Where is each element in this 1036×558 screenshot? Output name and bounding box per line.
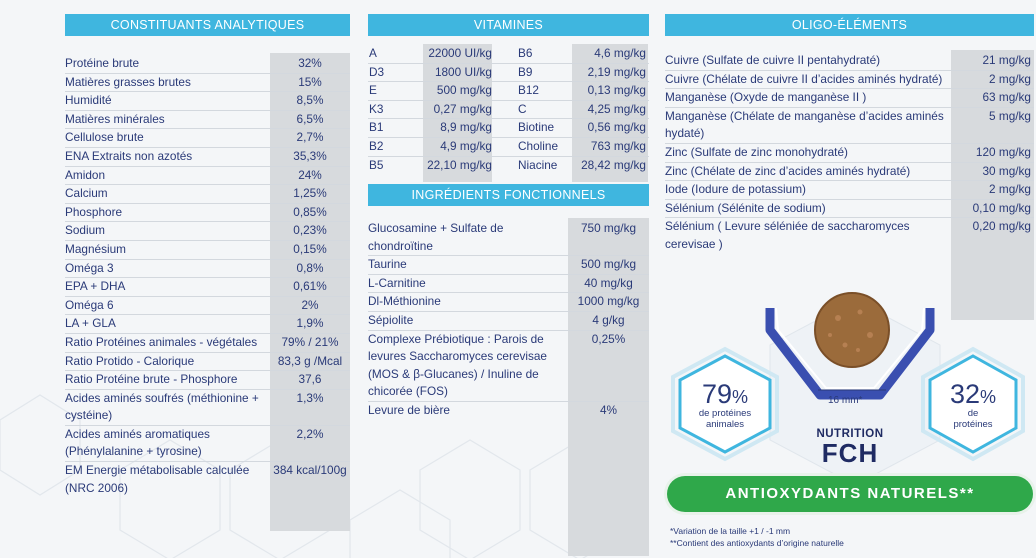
vitamin-name: B12 — [518, 83, 539, 98]
row-value: 0,85% — [293, 204, 327, 219]
row-label: Taurine — [368, 257, 407, 272]
table-row — [65, 148, 350, 167]
constituants-panel — [65, 14, 350, 495]
left-badge-line2: animales — [705, 419, 745, 430]
vitamin-name: B6 — [518, 46, 533, 60]
right-badge-unit: % — [980, 387, 997, 407]
row-value: 0,25% — [591, 331, 626, 346]
row-value: 0,10 mg/kg — [972, 200, 1031, 215]
row-label: Sodium — [65, 223, 105, 238]
vitamines-table — [368, 45, 649, 174]
row-label: Cellulose brute — [65, 130, 144, 145]
vitamin-value: 8,9 mg/kg — [440, 120, 492, 135]
row-value: 79% / 21% — [281, 334, 339, 349]
row-value: 2,7% — [296, 130, 324, 145]
oligo-panel — [665, 14, 1034, 251]
row-value: 1000 mg/kg — [577, 294, 640, 309]
row-value: 24% — [298, 167, 322, 182]
row-value: 2 mg/kg — [989, 71, 1031, 86]
row-label: Humidité — [65, 93, 112, 108]
vitamin-name: D3 — [369, 64, 385, 79]
row-label: Calcium — [65, 186, 108, 201]
row-value: 37,6 — [298, 372, 322, 387]
row-label: Matières grasses brutes — [65, 74, 191, 89]
table-row — [65, 111, 350, 130]
row-label: Manganèse (Oxyde de manganèse II ) — [665, 90, 867, 105]
vitamin-value: 22,10 mg/kg — [427, 157, 492, 172]
row-label: Magnésium — [65, 241, 126, 256]
vitamines-header: VITAMINES — [368, 14, 649, 36]
row-value: 0,23% — [293, 223, 327, 238]
constituants-header: CONSTITUANTS ANALYTIQUES — [65, 14, 350, 36]
table-row — [368, 45, 649, 64]
row-value: 1,3% — [296, 390, 324, 405]
table-row — [65, 371, 350, 390]
table-row — [665, 89, 1034, 108]
table-row — [368, 293, 649, 312]
vitamin-value: 28,42 mg/kg — [581, 157, 646, 172]
table-row — [65, 129, 350, 148]
row-label: Cuivre (Sulfate de cuivre II pentahydraté) — [665, 53, 881, 67]
right-badge-line1: de — [967, 408, 979, 419]
vitamin-name: A — [369, 46, 377, 60]
table-row — [665, 144, 1034, 163]
table-row — [368, 101, 649, 120]
row-value: 5 mg/kg — [989, 108, 1031, 123]
oligo-table — [665, 52, 1034, 254]
table-row — [368, 157, 649, 175]
vitamin-value: 763 mg/kg — [590, 138, 646, 153]
brand-logo: FCH — [821, 438, 879, 468]
row-value: 2% — [301, 297, 319, 312]
row-label: Zinc (Sulfate de zinc monohydraté) — [665, 144, 848, 159]
table-row — [65, 353, 350, 372]
row-label: Glucosamine + Sulfate de chondroïtine — [368, 221, 504, 253]
constituants-table — [65, 55, 350, 497]
row-value: 30 mg/kg — [982, 163, 1031, 178]
vitamin-value: 4,6 mg/kg — [594, 46, 646, 60]
row-value: 40 mg/kg — [584, 275, 633, 290]
ingredients-table — [368, 220, 649, 420]
table-row — [665, 71, 1034, 90]
vitamin-name: Choline — [518, 138, 559, 153]
row-value: 32% — [298, 56, 322, 70]
table-row — [368, 220, 649, 256]
row-label: Iode (Iodure de potassium) — [665, 182, 806, 197]
table-row — [65, 222, 350, 241]
table-row — [65, 462, 350, 497]
row-value: 0,15% — [293, 241, 327, 256]
row-label: Acides aminés soufrés (méthionine + cystéine) — [65, 390, 259, 423]
left-badge-unit: % — [732, 387, 749, 407]
row-label: Ratio Protéine brute - Phosphore — [65, 372, 238, 387]
row-label: Sépiolite — [368, 312, 414, 327]
table-row — [368, 64, 649, 83]
table-row — [368, 256, 649, 275]
vitamin-name: E — [369, 83, 377, 98]
table-row — [65, 390, 350, 426]
table-row — [65, 315, 350, 334]
row-value: 15% — [298, 74, 322, 89]
vitamin-value: 2,19 mg/kg — [587, 64, 646, 79]
row-label: Amidon — [65, 167, 105, 182]
row-label: Complexe Prébiotique : Parois de levures Saccharomyces cerevisae (MOS & β-Glucanes) / Inuline de chicorée (FOS) — [368, 331, 547, 399]
row-label: Phosphore — [65, 204, 123, 219]
left-badge-percent: 79 — [701, 379, 733, 409]
vitamin-value: 0,27 mg/kg — [433, 101, 492, 116]
table-row — [665, 52, 1034, 71]
row-label: Oméga 6 — [65, 297, 114, 312]
left-badge-line1: de protéines — [698, 408, 752, 419]
row-value: 21 mg/kg — [982, 53, 1031, 67]
row-label: EM Energie métabolisable calculée (NRC 2006) — [65, 463, 250, 495]
row-value: 8,5% — [296, 93, 324, 108]
row-label: LA + GLA — [65, 316, 116, 331]
row-label: Sélénium (Sélénite de sodium) — [665, 200, 826, 215]
row-value: 1,9% — [296, 316, 324, 331]
antioxydants-banner: ANTIOXYDANTS NATURELS** — [667, 476, 1033, 512]
table-row — [368, 275, 649, 294]
vitamin-value: 1800 UI/kg — [434, 64, 492, 79]
row-label: Cuivre (Chélate de cuivre II d’acides aminés hydraté) — [665, 71, 943, 86]
row-value: 35,3% — [293, 148, 327, 163]
vitamin-value: 0,56 mg/kg — [587, 120, 646, 135]
vitamin-value: 22000 UI/kg — [428, 46, 492, 60]
row-value: 83,3 g /Mcal — [277, 353, 343, 368]
vitamines-panel — [368, 14, 649, 172]
row-value: 4 g/kg — [592, 312, 625, 327]
vitamin-name: B2 — [369, 138, 384, 153]
row-value: 120 mg/kg — [975, 144, 1031, 159]
vitamin-name: Niacine — [518, 157, 558, 172]
table-row — [65, 167, 350, 186]
vitamin-name: Biotine — [518, 120, 555, 135]
row-label: L-Carnitine — [368, 275, 426, 290]
table-row — [65, 426, 350, 462]
vitamin-value: 4,25 mg/kg — [587, 101, 646, 116]
row-label: Ratio Protido - Calorique — [65, 353, 195, 368]
vitamin-name: B5 — [369, 157, 384, 172]
ingredients-panel — [368, 184, 649, 417]
row-value: 2,2% — [296, 426, 324, 441]
table-row — [65, 55, 350, 74]
row-value: 1,25% — [293, 186, 327, 201]
row-label: Acides aminés aromatiques (Phénylalanine + tyrosine) — [65, 426, 210, 459]
row-label: Sélénium ( Levure séléniée de saccharomyces cerevisae ) — [665, 219, 910, 251]
table-row — [65, 334, 350, 353]
table-row — [65, 92, 350, 111]
row-label: Zinc (Chélate de zinc d’acides aminés hydraté) — [665, 163, 911, 178]
table-row — [368, 312, 649, 331]
row-label: Protéine brute — [65, 56, 140, 70]
table-row — [368, 82, 649, 101]
table-row — [665, 108, 1034, 144]
row-value: 6,5% — [296, 111, 324, 126]
table-row — [65, 278, 350, 297]
row-value: 750 mg/kg — [580, 221, 637, 235]
vitamin-name: C — [518, 101, 527, 116]
row-label: Levure de bière — [368, 402, 450, 417]
row-value: 0,61% — [293, 279, 327, 294]
row-label: Dl-Méthionine — [368, 294, 441, 309]
right-badge — [930, 380, 1016, 430]
table-row — [368, 331, 649, 402]
table-row — [65, 74, 350, 93]
vitamin-value: 0,13 mg/kg — [587, 83, 646, 98]
row-label: Matières minérales — [65, 111, 165, 126]
right-badge-line2: protéines — [953, 419, 993, 430]
row-label: Oméga 3 — [65, 260, 114, 275]
row-value: 63 mg/kg — [982, 90, 1031, 105]
row-label: ENA Extraits non azotés — [65, 148, 193, 163]
table-row — [65, 297, 350, 316]
row-value: 4% — [599, 402, 618, 417]
row-value: 0,8% — [296, 260, 324, 275]
row-label: Ratio Protéines animales - végétales — [65, 334, 258, 349]
row-value: 2 mg/kg — [989, 182, 1031, 197]
footnote-antioxydants: **Contient des antioxydants d’origine naturelle — [670, 538, 844, 548]
kibble-size-label: 16 mm* — [828, 395, 863, 406]
row-value: 0,20 mg/kg — [972, 219, 1031, 234]
vitamin-name: B9 — [518, 64, 533, 79]
vitamin-value: 500 mg/kg — [436, 83, 492, 98]
table-row — [65, 260, 350, 279]
table-row — [665, 200, 1034, 219]
row-label: Manganèse (Chélate de manganèse d’acides aminés hydaté) — [665, 108, 944, 141]
vitamin-name: B1 — [369, 120, 384, 135]
vitamin-value: 4,9 mg/kg — [440, 138, 492, 153]
left-badge — [680, 380, 770, 430]
right-badge-percent: 32 — [949, 379, 981, 409]
table-row — [665, 181, 1034, 200]
table-row — [665, 163, 1034, 182]
table-row — [65, 185, 350, 204]
oligo-header: OLIGO-ÉLÉMENTS — [665, 14, 1034, 36]
row-label: EPA + DHA — [65, 279, 126, 294]
ingredients-header: INGRÉDIENTS FONCTIONNELS — [368, 184, 649, 206]
row-value: 500 mg/kg — [580, 257, 637, 272]
table-row — [665, 218, 1034, 253]
table-row — [65, 204, 350, 223]
vitamin-name: K3 — [369, 101, 384, 116]
table-row — [368, 138, 649, 157]
brand-nutrition: NUTRITION — [816, 428, 884, 440]
table-row — [368, 119, 649, 138]
row-value: 384 kcal/100g — [273, 463, 347, 478]
table-row — [65, 241, 350, 260]
footnote-size: *Variation de la taille +1 / -1 mm — [670, 526, 791, 536]
table-row — [368, 402, 649, 420]
